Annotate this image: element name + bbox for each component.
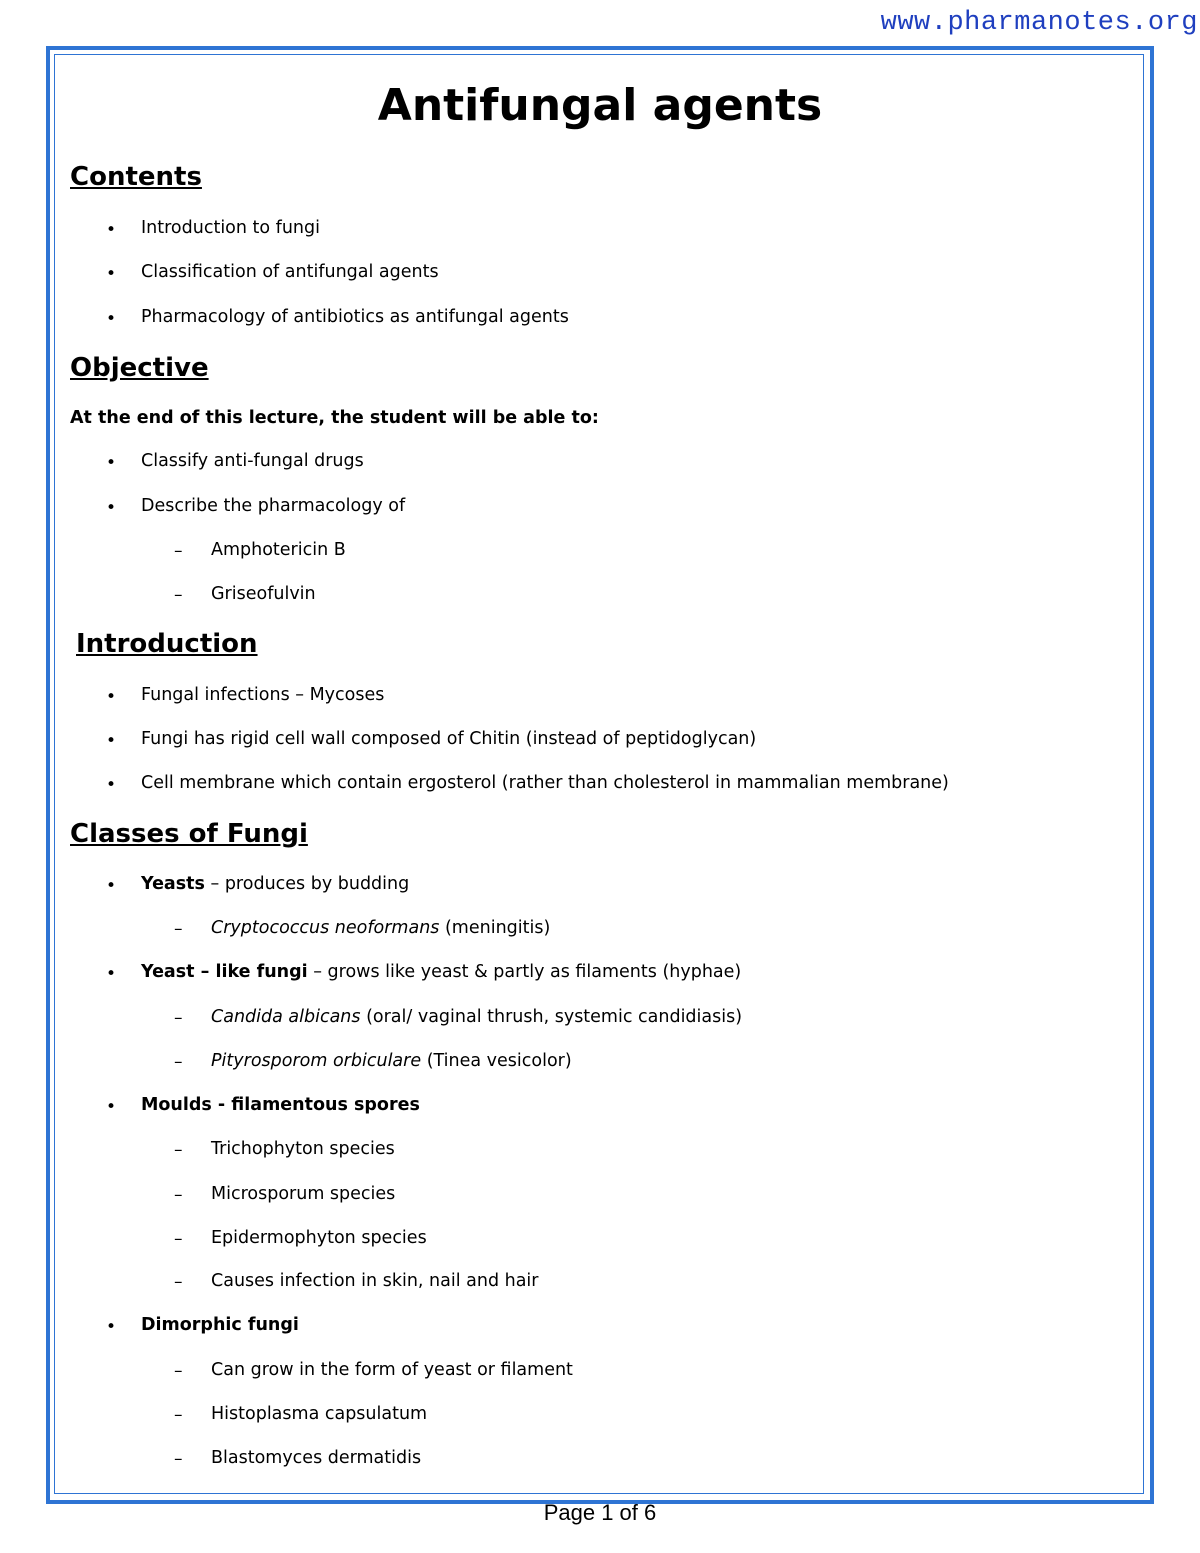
bullet: • [106, 453, 117, 473]
dimorphic-subitem: Blastomyces dermatidis [211, 1448, 422, 1468]
site-url: www.pharmanotes.org [880, 8, 1198, 38]
contents-item: Classification of antifungal agents [141, 262, 439, 282]
yeasts-subitem [211, 918, 550, 938]
objective-subitem: Griseofulvin [211, 584, 316, 604]
yeast-like-text: – grows like yeast & partly as filaments (hyphae) [307, 962, 742, 982]
bullet: • [106, 309, 117, 329]
yeast-like-subitem [211, 1007, 742, 1027]
moulds-subitem: Microsporum species [211, 1184, 396, 1204]
moulds-subitem: Epidermophyton species [211, 1228, 427, 1248]
bullet: • [106, 876, 117, 896]
objective-lead: At the end of this lecture, the student will be able to: [70, 408, 599, 428]
objective-heading: Objective [70, 353, 209, 383]
bullet: • [106, 731, 117, 751]
dimorphic-subitem: Can grow in the form of yeast or filament [211, 1360, 573, 1380]
introduction-item: Fungi has rigid cell wall composed of Chitin (instead of peptidoglycan) [141, 729, 757, 749]
bullet: • [106, 1317, 117, 1337]
yeasts-label: Yeasts [141, 874, 205, 894]
species-name: Pityrosporom orbiculare [211, 1051, 422, 1071]
contents-item: Pharmacology of antibiotics as antifungal agents [141, 307, 569, 327]
species-note: (Tinea vesicolor) [421, 1051, 572, 1071]
bullet: • [106, 964, 117, 984]
dash: – [174, 1052, 183, 1072]
moulds-subitem: Trichophyton species [211, 1139, 395, 1159]
dash: – [174, 1405, 183, 1425]
yeast-like-item [141, 962, 741, 982]
dimorphic-item: Dimorphic fungi [141, 1315, 299, 1335]
dimorphic-subitem: Histoplasma capsulatum [211, 1404, 428, 1424]
species-name: Cryptococcus neoformans [211, 918, 440, 938]
dash: – [174, 1140, 183, 1160]
bullet: • [106, 220, 117, 240]
yeasts-item [141, 874, 409, 894]
introduction-item: Fungal infections – Mycoses [141, 685, 385, 705]
moulds-item: Moulds - filamentous spores [141, 1095, 420, 1115]
species-note: (oral/ vaginal thrush, systemic candidiasis) [360, 1007, 743, 1027]
bullet: • [106, 775, 117, 795]
classes-heading: Classes of Fungi [70, 819, 308, 849]
introduction-heading: Introduction [76, 629, 258, 659]
bullet: • [106, 687, 117, 707]
dash: – [174, 585, 183, 605]
page-number: Page 1 of 6 [543, 1500, 657, 1525]
introduction-item: Cell membrane which contain ergosterol (rather than cholesterol in mammalian membrane) [141, 773, 949, 793]
objective-subitem: Amphotericin B [211, 540, 346, 560]
moulds-subitem: Causes infection in skin, nail and hair [211, 1271, 539, 1291]
objective-item: Describe the pharmacology of [141, 496, 406, 516]
dash: – [174, 1272, 183, 1292]
dash: – [174, 1229, 183, 1249]
contents-heading: Contents [70, 162, 202, 192]
dash: – [174, 1361, 183, 1381]
dash: – [174, 919, 183, 939]
species-name: Candida albicans [211, 1007, 361, 1027]
dash: – [174, 1449, 183, 1469]
bullet: • [106, 1097, 117, 1117]
dash: – [174, 1185, 183, 1205]
dash: – [174, 1008, 183, 1028]
yeasts-text: – produces by budding [204, 874, 410, 894]
dash: – [174, 541, 183, 561]
yeast-like-subitem [211, 1051, 572, 1071]
bullet: • [106, 264, 117, 284]
contents-item: Introduction to fungi [141, 218, 320, 238]
document-title: Antifungal agents [377, 80, 823, 131]
bullet: • [106, 498, 117, 518]
species-note: (meningitis) [439, 918, 551, 938]
objective-item: Classify anti-fungal drugs [141, 451, 364, 471]
yeast-like-label: Yeast – like fungi [141, 962, 308, 982]
